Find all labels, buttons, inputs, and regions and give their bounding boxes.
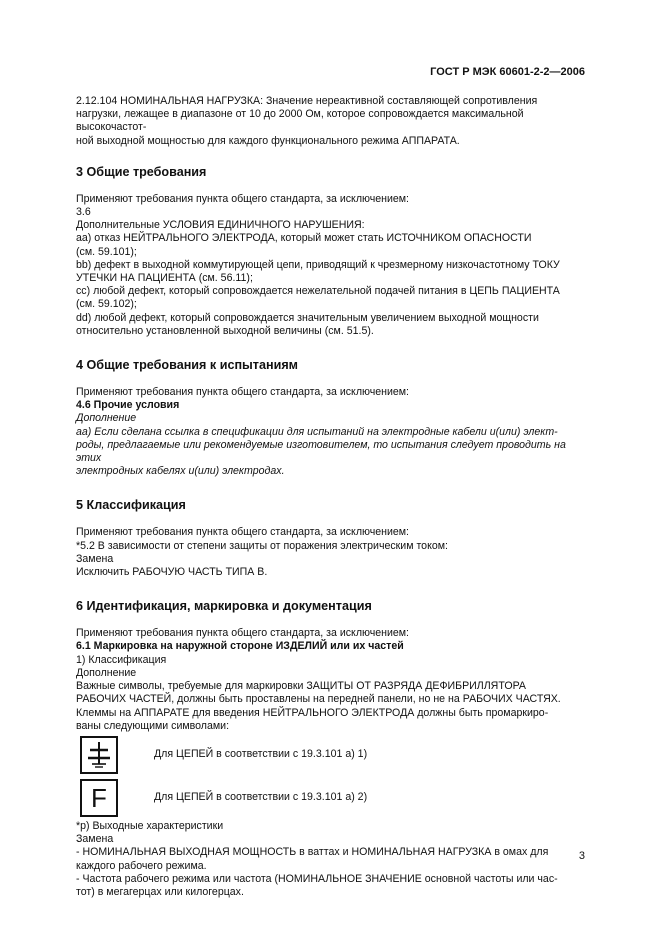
section-3-title: 3 Общие требования (76, 164, 207, 179)
text-line: 2.12.104 НОМИНАЛЬНАЯ НАГРУЗКА: Значение нереактивной составляющей сопротивления (76, 95, 538, 107)
text-line: bb) дефект в выходной коммутирующей цепи, приводящий к чрезмерному низкочастотному ТОКУ (76, 258, 560, 271)
text-line: Замена (76, 552, 114, 565)
text-line: Применяют требования пункта общего стандарта, за исключением: (76, 526, 410, 539)
text-line: Дополнение (76, 412, 137, 425)
text-line: (см. 59.101); (76, 245, 137, 258)
section-5-title: 5 Классификация (76, 498, 186, 513)
text-line: Дополнительные УСЛОВИЯ ЕДИНИЧНОГО НАРУШЕНИЯ: (76, 219, 365, 232)
earthed-neutral-electrode-symbol-icon (80, 736, 118, 774)
text-line: Важные символы, требуемые для маркировки ЗАЩИТЫ ОТ РАЗРЯДА ДЕФИБРИЛЛЯТОРА (76, 680, 526, 693)
text-line: аа) отказ НЕЙТРАЛЬНОГО ЭЛЕКТРОДА, который может стать ИСТОЧНИКОМ ОПАСНОСТИ (76, 232, 532, 245)
text-line: 1) Классификация (76, 653, 167, 666)
subclause-heading: 6.1 Маркировка на наружной стороне ИЗДЕЛИЙ или их частей (76, 640, 404, 653)
clause-2-12-104 (76, 95, 584, 148)
symbol-2-label: Для ЦЕПЕЙ в соответствии с 19.3.101 а) 2) (154, 791, 368, 804)
subclause-heading: 4.6 Прочие условия (76, 399, 180, 412)
page-content (76, 95, 584, 899)
text-line: роды, предлагаемые или рекомендуемые изготовителем, то испытания следует проводить на этих (76, 438, 566, 465)
text-line: относительно установленной выходной величины (см. 51.5). (76, 324, 374, 337)
text-line: (см. 59.102); (76, 298, 137, 311)
text-line: каждого рабочего режима. (76, 859, 207, 872)
text-line: Клеммы на АППАРАТЕ для введения НЕЙТРАЛЬНОГО ЭЛЕКТРОДА должны быть промаркиро- (76, 706, 549, 719)
text-line: ной выходной мощностью для каждого функционального режима АППАРАТА. (76, 134, 460, 147)
text-line: Дополнение (76, 666, 137, 679)
text-line: Применяют требования пункта общего стандарта, за исключением: (76, 627, 410, 640)
text-line: сс) любой дефект, который сопровождается нежелательной подачей питания в ЦЕПЬ ПАЦИЕНТА (76, 285, 560, 298)
section-4-body (76, 386, 584, 478)
text-line: - Частота рабочего режима или частота (НОМИНАЛЬНОЕ ЗНАЧЕНИЕ основной частоты или час- (76, 872, 558, 885)
text-line: - НОМИНАЛЬНАЯ ВЫХОДНАЯ МОЩНОСТЬ в ваттах и НОМИНАЛЬНАЯ НАГРУЗКА в омах для (76, 846, 549, 859)
text-line: электродных кабелях и(или) электродах. (76, 465, 285, 478)
text-line: нагрузки, лежащее в диапазоне от 10 до 2000 Ом, которое сопровождается максимальной высокочастот- (76, 108, 524, 134)
text-line: dd) любой дефект, который сопровождается значительным увеличением выходной мощности (76, 311, 539, 324)
text-line: УТЕЧКИ НА ПАЦИЕНТА (см. 56.11); (76, 272, 253, 285)
floating-f-symbol-icon (80, 779, 118, 817)
text-line: ваны следующими символами: (76, 719, 230, 732)
symbol-row-1 (76, 734, 584, 776)
section-6-body (76, 627, 584, 899)
text-line: *р) Выходные характеристики (76, 819, 224, 832)
text-line: *5.2 В зависимости от степени защиты от поражения электрическим током: (76, 539, 448, 552)
text-line: Применяют требования пункта общего стандарта, за исключением: (76, 192, 410, 205)
symbol-1-label: Для ЦЕПЕЙ в соответствии с 19.3.101 а) 1) (154, 748, 368, 761)
section-3-body (76, 193, 584, 338)
section-6-title: 6 Идентификация, маркировка и документация (76, 599, 372, 614)
running-header: ГОСТ Р МЭК 60601-2-2—2006 (430, 66, 585, 78)
text-line: Применяют требования пункта общего стандарта, за исключением: (76, 386, 410, 399)
section-4-title: 4 Общие требования к испытаниям (76, 358, 298, 373)
symbol-row-2 (76, 777, 584, 819)
text-line: РАБОЧИХ ЧАСТЕЙ, должны быть проставлены на передней панели, но не на РАБОЧИХ ЧАСТЯХ. (76, 693, 561, 706)
page-number: 3 (578, 850, 585, 862)
text-line: тот) в мегагерцах или килогерцах. (76, 885, 244, 898)
text-line: Исключить РАБОЧУЮ ЧАСТЬ ТИПА В. (76, 566, 268, 579)
text-line: аа) Если сделана ссылка в спецификации для испытаний на электродные кабели и(или) элект- (76, 425, 558, 438)
text-line: Замена (76, 833, 114, 846)
symbol-letter: F (91, 782, 107, 813)
section-5-body (76, 526, 584, 579)
text-line: 3.6 (76, 206, 91, 219)
